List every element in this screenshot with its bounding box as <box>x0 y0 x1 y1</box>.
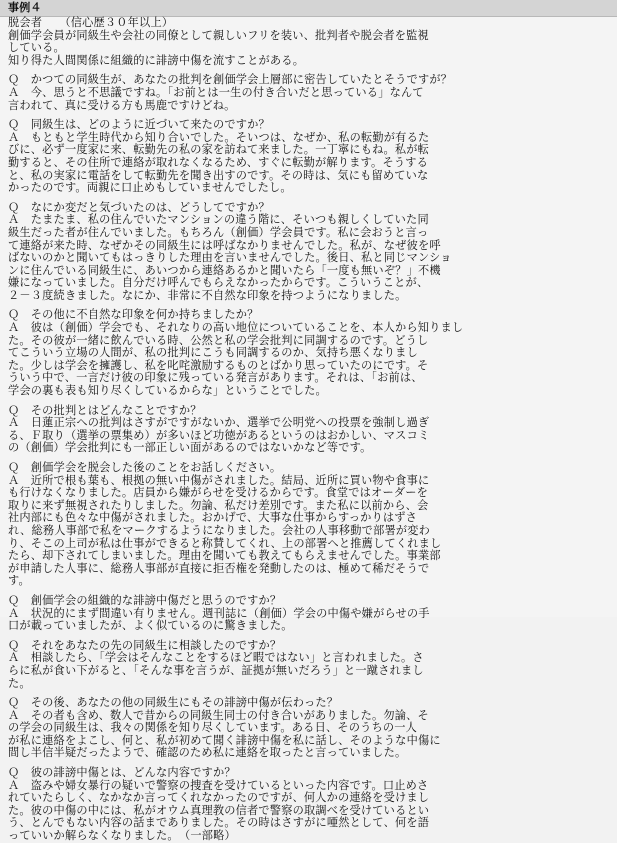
text-line: 脱会者 （信心歴３０年以上） <box>8 16 174 29</box>
text-line: ういう中で、一言だけ彼の印象に残っている発言があります。それは、「お前は、 <box>8 371 423 385</box>
qa-block <box>8 309 611 397</box>
qa-block <box>8 767 611 843</box>
text-line: Ａ 日蓮正宗への批判はさすがですがないか、選挙で公明党への投票を強制し過ぎ <box>8 416 430 430</box>
text-line: Ｑ かつての同級生が、あなたの批判を創価学会上層部に密告していたとそうですが？ <box>8 73 453 87</box>
text-line: 学会の裏も表も知り尽くしているからな」ということでした。 <box>8 384 327 398</box>
text-line: 言われて、真に受ける方も馬鹿ですけどね。 <box>8 98 236 112</box>
qa-block <box>8 74 611 112</box>
text-line: る、Ｆ取り（選挙の票集め）が多いほど功徳があるというのはおかしい、マスコミ <box>8 428 430 442</box>
text-line: ンに住んでいる同級生に、あいつから連絡あるかと聞いたら「一度も無いぞ？」不機 <box>8 263 441 277</box>
text-line: Ｑ それをあなたの先の同級生に相談したのですか？ <box>8 638 282 652</box>
text-line: 勤すると、その住所で連絡が取れなくなるため、すぐに転勤が解ります。そうする <box>8 155 428 169</box>
text-line: Ａ たまたま、私の住んでいたマンションの違う階に、そいつも親しくしていた同 <box>8 213 429 227</box>
text-line: 嫌になっていました。自分だけ呼んでもらえなかったからです。こういうことが、 <box>8 276 429 290</box>
text-line: Ｑ 創価学会を脱会した後のことをお話しください。 <box>8 461 282 474</box>
text-line: り、そこの上司が私は仕事ができると称賛してくれ、上の部署へと推薦してくれまし <box>8 536 442 550</box>
text-line: た。 <box>8 676 31 690</box>
qa-block <box>8 462 611 588</box>
text-line: た。彼の中傷の中には、私がオウム真理教の信者で警察の取調べを受けているとい <box>8 803 430 817</box>
text-line: れ、総務人事部で私をマークするようになりました。会社の人事移動で部署が変わ <box>8 523 431 537</box>
text-line: 知り得た人間関係に組織的に誹謗中傷を流すことがある。 <box>8 53 305 67</box>
text-line: が私に連絡をよこし、何と、私が初めて聞く誹謗中傷を私に話し、そのような中傷に <box>8 733 441 747</box>
qa-block <box>8 640 611 690</box>
header-bar <box>0 0 617 17</box>
text-line: Ａ 今、思うと不思議ですね。「お前とは一生の付き合いだと思っている」なんて <box>8 85 424 99</box>
text-line: Ｑ その他に不自然な印象を何か持ちましたか？ <box>8 308 259 322</box>
text-line: っていいか解らなくなりました。 （一部略） <box>8 829 236 843</box>
text-line: 級生だった者が住んでいました。もちろん（創価）学会員です。私に会おうと言っ <box>8 225 429 239</box>
text-line: びに、必ず一度家に来、転勤先の私の家を訪ねて来ました。一丁寧にもね。私が転 <box>8 143 430 157</box>
text-line: らに私が食い下がると、「そんな事を言うが、証拠が無いだろう」と一蹴されまし <box>8 663 424 677</box>
qa-block <box>8 119 611 195</box>
text-line: Ａ 相談したら、「学会はそんなことをするほど暇ではない」と言われました。さ <box>8 651 424 665</box>
text-line: かったのです。両親に口止めもしていませんでしたし。 <box>8 181 292 195</box>
text-line: 口が載っていましたが、よく似ているのに驚きました。 <box>8 619 293 633</box>
text-line: た。その彼が一緒に飲んでいる時、公然と私の学会批判に同調するのです。どうし <box>8 333 429 347</box>
text-line: す。 <box>8 574 30 588</box>
text-line: Ｑ なにか変だと気づいたのは、どうしてですか？ <box>8 200 270 214</box>
text-line: てこういう立場の人間が、私の批判にこうも同調するのか、気持ち悪くなりまし <box>8 346 418 360</box>
qa-block <box>8 405 611 455</box>
text-line: している。 <box>8 41 65 55</box>
text-line: Ａ もともと学生時代から知り合いでした。そいつは、なぜか、私の転勤が有るた <box>8 130 430 144</box>
text-line: う、とんでもない内容の話までありました。その時はさすがに唖然として、何を語 <box>8 816 430 830</box>
text-line: の（創価）学会批判にも一部正しい面があるのではないかなど等です。 <box>8 441 372 455</box>
text-line: Ａ 彼は（創価）学会でも、それなりの高い地位についていることを、本人から知りまし <box>8 321 464 335</box>
text-line: ２－３度続きました。なにか、非常に不自然な印象を持つようになりました。 <box>8 288 407 302</box>
text-line: たら、却下されてしまいました。理由を聞いても教えてもらえませんでした。事業部 <box>8 549 441 563</box>
text-line: 取りに来ず無視されたりしました。勿論、私だけ差別です。また私に以前から、会 <box>8 498 429 512</box>
qa-block <box>8 595 611 633</box>
case-title: 事例４ <box>8 1 42 14</box>
text-line: た。少しは学会を擁護し、私を叱咤激励するものとばかり思っていたのにです。そ <box>8 358 429 372</box>
text-line: Ｑ その後、あなたの他の同級生にもその誹謗中傷が伝わった？ <box>8 696 339 710</box>
text-line: Ａ その者も含め、数人で昔からの同級生同士の付き合いがありました。勿論、そ <box>8 708 429 722</box>
text-line: Ｑ 彼の誹謗中傷とは、どんな内容ですか？ <box>8 766 236 780</box>
text-line: と、私の実家に電話をして転勤先を聞き出すのです。その時は、気にも留めていな <box>8 168 429 182</box>
text-line: 社内部にも色々な中傷がされました。おかげで、大事な仕事からすっかりはずさ <box>8 511 418 525</box>
text-line: ばないのかと聞いてもはっきりした理由を言いませんでした。後日、私と同じマンショ <box>8 251 452 265</box>
qa-block <box>8 202 611 303</box>
text-line: て連絡が来た時、なぜかその同級生には呼ばなかりませんでした。私が、なぜ彼を呼 <box>8 238 441 252</box>
text-line: 間し半信半疑だったようで、確認のため私に連絡を取ったと言っていました。 <box>8 746 407 760</box>
text-line: の学会の同級生は、我々の関係を知り尽くしています。ある日、そのうちの一人 <box>8 721 418 735</box>
document-body <box>8 17 611 843</box>
text-line: Ａ 近所で根も葉も、根拠の無い中傷がされました。結局、近所に買い物や食事に <box>8 473 430 487</box>
text-line: Ｑ その批判とはどんなことですか？ <box>8 403 202 417</box>
text-line: が申請した人事に、総務人事部が直接に拒否権を発動したのは、極めて稀だそうで <box>8 561 430 575</box>
text-line: 創価学会員が同級生や会社の同僚として親しいフリを装い、批判者や脱会者を監視 <box>8 28 429 42</box>
text-line: Ａ 盗みや婦女暴行の疑いで警察の捜査を受けているといった内容です。口止めさ <box>8 778 429 792</box>
text-line: Ａ 状況的にまず間違い有りません。週刊誌に（創価）学会の中傷や嫌がらせの手 <box>8 606 430 620</box>
qa-block <box>8 697 611 760</box>
intro-paragraph <box>8 17 611 67</box>
text-line: Ｑ 同級生は、どのように近づいて来たのですか？ <box>8 118 270 132</box>
text-line: も行けなくなりました。店員から嫌がらせを受けるからです。食堂ではオーダーを <box>8 486 428 500</box>
text-line: Ｑ 創価学会の組織的な誹謗中傷だと思うのですか？ <box>8 593 282 607</box>
text-line: れていたらしく、なかなか言ってくれなかったのですが、何人かの連絡を受けまし <box>8 791 430 805</box>
